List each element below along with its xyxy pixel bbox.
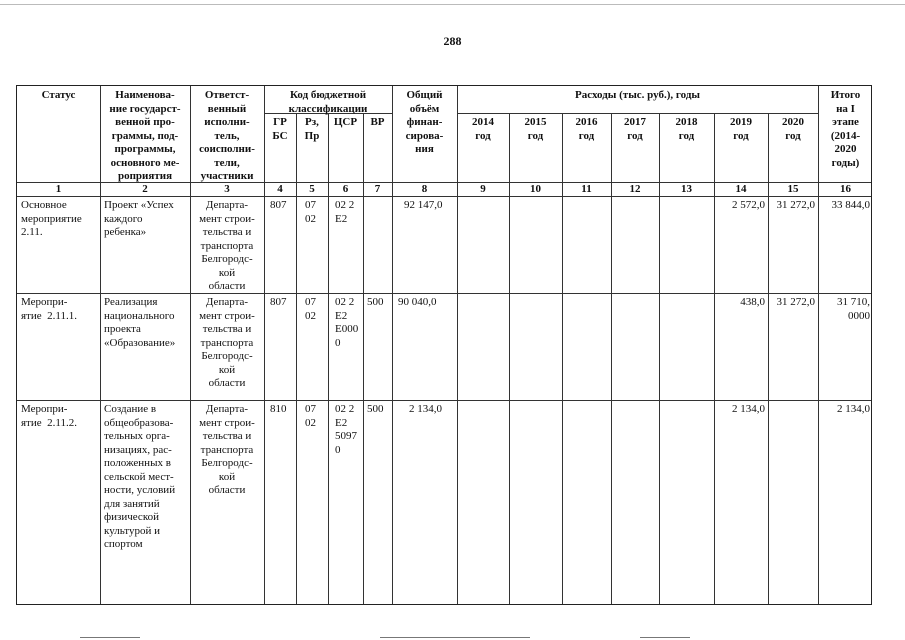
row-2-csr: 02 2 E2 E000 0 — [335, 296, 359, 349]
row-1-itogo: 33 844,0 — [831, 199, 870, 211]
row-1-responsible: Департа- мент строи- тельства и транспорта Белгородс- кой области — [199, 199, 255, 292]
row-2-itogo: 31 710, 0000 — [837, 296, 870, 322]
row-divider — [457, 113, 818, 114]
header-vr: ВР — [370, 116, 385, 128]
row-1-grbs: 807 — [270, 199, 287, 211]
column-number: 4 — [277, 183, 283, 195]
row-2-name: Реализация национального проекта «Образование» — [104, 296, 176, 349]
column-number: 1 — [55, 183, 62, 195]
header-year-2019: 2019 год — [730, 116, 752, 142]
header-year-2014: 2014 год — [472, 116, 494, 142]
row-1-name: Проект «Успех каждого ребенка» — [104, 199, 174, 238]
col-divider — [457, 86, 458, 604]
column-number: 8 — [421, 183, 428, 195]
row-1-rzpr: 07 02 — [305, 199, 316, 225]
header-grbs: ГР БС — [272, 116, 288, 142]
column-number: 2 — [142, 183, 148, 195]
column-number: 12 — [629, 183, 641, 195]
row-3-grbs: 810 — [270, 403, 287, 415]
scan-artifact-line — [380, 637, 530, 638]
header-budget-code: Код бюджетной классификации — [288, 89, 368, 115]
row-divider — [17, 400, 871, 401]
scan-artifact-line — [80, 637, 140, 638]
col-divider — [264, 86, 265, 604]
header-year-2018: 2018 год — [675, 116, 698, 142]
row-3-2019: 2 134,0 — [732, 403, 765, 415]
header-year-2017: 2017 год — [624, 116, 646, 142]
row-3-itogo: 2 134,0 — [837, 403, 870, 415]
page-number: 288 — [443, 34, 462, 48]
column-number: 7 — [374, 183, 381, 195]
header-year-2020: 2020 год — [782, 116, 804, 142]
row-1-2020: 31 272,0 — [776, 199, 815, 211]
row-3-responsible: Департа- мент строи- тельства и транспорта Белгородс- кой области — [199, 403, 255, 496]
row-1-status: Основное мероприятие 2.11. — [21, 199, 82, 238]
header-name: Наименова- ние государст- венной про- граммы, под- программы, основного ме- роприятия — [109, 89, 181, 182]
column-number: 16 — [840, 183, 851, 195]
row-2-status: Меропри- ятие 2.11.1. — [21, 296, 77, 322]
row-3-csr: 02 2 E2 5097 0 — [335, 403, 357, 456]
row-1-total: 92 147,0 — [404, 199, 443, 211]
row-3-name: Создание в общеобразова- тельных орга- низациях, рас- положенных в сельской мест- ности, условий для занятий физической культурой и спортом — [104, 403, 176, 550]
row-2-2020: 31 272,0 — [776, 296, 815, 308]
header-status: Статус — [41, 89, 76, 101]
header-responsible: Ответст- венный исполни- тель, соисполни- тели, участники — [199, 89, 255, 182]
scan-artifact-line — [0, 4, 905, 5]
row-3-status: Меропри- ятие 2.11.2. — [21, 403, 77, 429]
row-2-responsible: Департа- мент строи- тельства и транспорта Белгородс- кой области — [199, 296, 255, 389]
column-number: 15 — [787, 183, 799, 195]
row-2-total: 90 040,0 — [398, 296, 437, 308]
row-3-rzpr: 07 02 — [305, 403, 316, 429]
row-2-grbs: 807 — [270, 296, 287, 308]
column-number: 3 — [224, 183, 230, 195]
header-csr: ЦСР — [333, 116, 358, 128]
row-2-vr: 500 — [367, 296, 384, 308]
column-number: 14 — [735, 183, 747, 195]
header-expenses: Расходы (тыс. руб.), годы — [575, 89, 700, 101]
row-3-total: 2 134,0 — [409, 403, 442, 415]
col-divider — [392, 86, 393, 604]
row-2-2019: 438,0 — [740, 296, 765, 308]
scan-artifact-line — [640, 637, 690, 638]
row-2-rzpr: 07 02 — [305, 296, 316, 322]
column-number: 13 — [681, 183, 692, 195]
header-year-2015: 2015 год — [524, 116, 547, 142]
header-itogo: Итого на I этапе (2014- 2020 годы) — [830, 89, 861, 169]
header-rzpr: Рз, Пр — [304, 116, 320, 142]
column-number: 9 — [480, 183, 486, 195]
row-1-csr: 02 2 E2 — [335, 199, 355, 225]
column-number: 5 — [309, 183, 315, 195]
budget-table — [16, 85, 872, 605]
row-divider — [17, 293, 871, 294]
row-1-2019: 2 572,0 — [732, 199, 765, 211]
column-number: 6 — [342, 183, 349, 195]
header-year-2016: 2016 год — [575, 116, 598, 142]
row-3-vr: 500 — [367, 403, 384, 415]
header-total-volume: Общий объём финан- сирова- ния — [405, 89, 444, 155]
column-number: 10 — [530, 183, 541, 195]
column-number: 11 — [581, 183, 592, 195]
